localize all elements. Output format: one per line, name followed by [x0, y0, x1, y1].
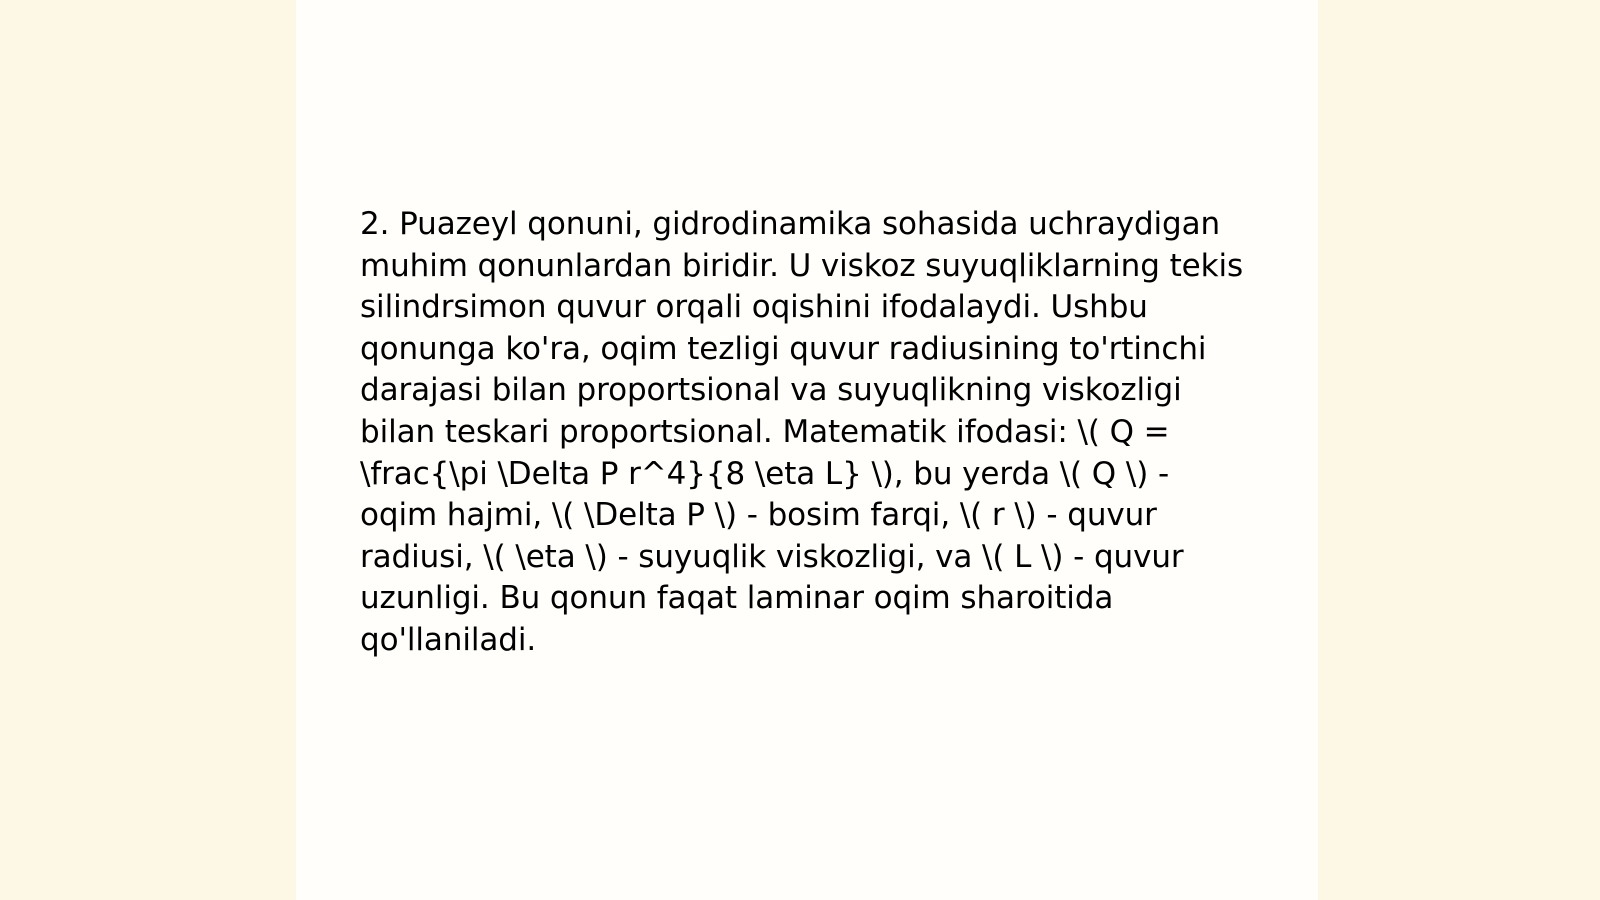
- slide-body-text: 2. Puazeyl qonuni, gidrodinamika sohasida uchraydigan muhim qonunlardan biridir. U viskoz suyuqliklarning tekis silindrsimon quvur orqali oqishini ifodalaydi. Ushbu qonunga ko'ra, oqim tezligi quvur radiusining to'rtinchi darajasi bilan proportsional va suyuqlikning viskozligi bilan teskari proportsional. Matematik ifodasi: \( Q = \frac{\pi \Delta P r^4}{8 \eta L} \), bu yerda \( Q \) - oqim hajmi, \( \Delta P \) - bosim farqi, \( r \) - quvur radiusi, \( \eta \) - suyuqlik viskozligi, va \( L \) - quvur uzunligi. Bu qonun faqat laminar oqim sharoitida qo'llaniladi.: [360, 206, 1244, 658]
- slide-canvas: [296, 0, 1318, 900]
